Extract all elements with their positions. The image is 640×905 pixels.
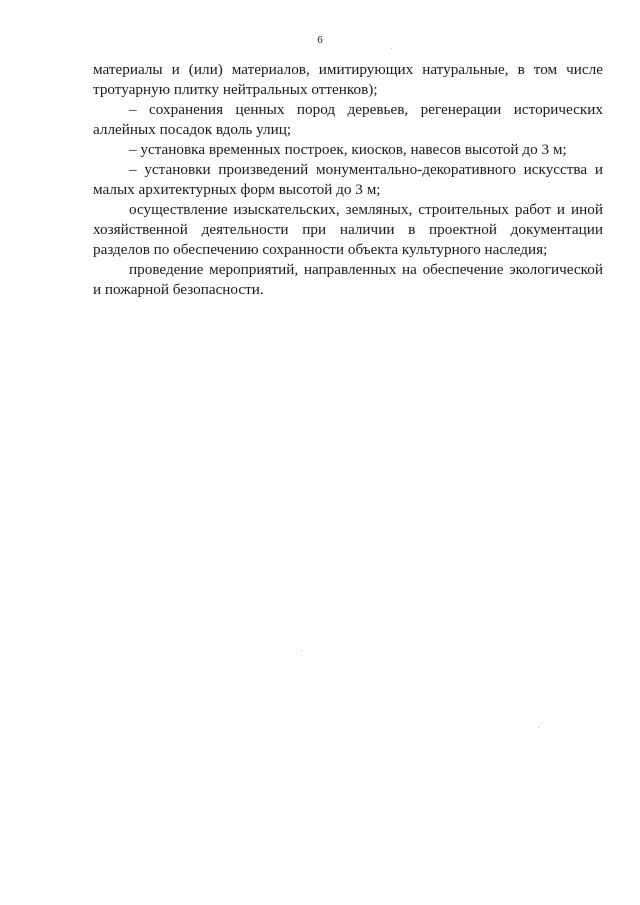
paragraph-survey-works: осуществление изыскательских, земляных, строительных работ и иной хозяйственной деятельности при наличии в проектной документации разделов по обеспечению сохранности объекта культурного наследия;: [93, 201, 603, 258]
scan-speck: [391, 48, 392, 49]
paragraph-trees: – сохранения ценных пород деревьев, регенерации исторических аллейных посадок вдоль улиц;: [93, 101, 603, 138]
paragraph-monumental-art: – установки произведений монументально-декоративного искусства и малых архитектурных форм высотой до 3 м;: [93, 161, 603, 198]
page-number: 6: [317, 34, 323, 46]
paragraph-temporary-buildings: – установка временных построек, киосков, навесов высотой до 3 м;: [129, 141, 567, 158]
scan-speck: [538, 727, 539, 728]
paragraph-materials: материалы и (или) материалов, имитирующих натуральные, в том числе тротуарную плитку нейтральных оттенков);: [93, 61, 603, 98]
paragraph-safety-measures: проведение мероприятий, направленных на обеспечение экологической и пожарной безопасности.: [93, 261, 603, 298]
scan-speck: [301, 650, 302, 651]
document-body: [93, 60, 603, 300]
